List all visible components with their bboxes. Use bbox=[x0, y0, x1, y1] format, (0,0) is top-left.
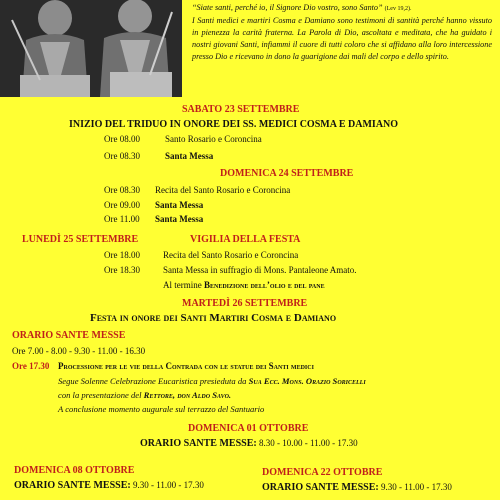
oct-22-title: DOMENICA 22 OTTOBRE bbox=[262, 467, 383, 478]
day-26-title: MARTEDÌ 26 SETTEMBRE bbox=[182, 298, 308, 309]
oct-08-masses bbox=[14, 480, 204, 491]
day-25-blessing: Al termine Benedizione dell’olio e del pane bbox=[163, 280, 325, 290]
day-23-row-1-time: Ore 08.00 bbox=[104, 134, 140, 144]
day-23-subtitle: INIZIO DEL TRIDUO IN ONORE DEI SS. MEDICI COSMA E DAMIANO bbox=[69, 119, 399, 130]
day-25-title: LUNEDÌ 25 SETTEMBRE bbox=[22, 234, 139, 245]
day-24-row-1-text: Recita del Santo Rosario e Coroncina bbox=[155, 185, 291, 195]
day-24-row-3-time: Ore 11.00 bbox=[104, 214, 140, 224]
oct-01-times: 8.30 - 10.00 - 11.00 - 17.30 bbox=[258, 438, 358, 448]
day-23-row-2-time: Ore 08.30 bbox=[104, 151, 140, 161]
oct-08-label: ORARIO SANTE MESSE: bbox=[14, 480, 131, 491]
oct-22-times: 9.30 - 11.00 - 17.30 bbox=[380, 482, 452, 492]
oct-08-times: 9.30 - 11.00 - 17.30 bbox=[132, 480, 204, 490]
day-23-title: SABATO 23 SETTEMBRE bbox=[182, 104, 300, 115]
saints-statues-photo bbox=[0, 0, 182, 97]
day-26-presentation: con la presentazione del Rettore, don Aldo Savo. bbox=[58, 390, 232, 400]
day-24-row-1-time: Ore 08.30 bbox=[104, 185, 140, 195]
day-25-subtitle: VIGILIA DELLA FESTA bbox=[190, 234, 301, 245]
day-26-masses-title: ORARIO SANTE MESSE bbox=[12, 330, 126, 341]
quote-line: “Siate santi, perché io, il Signore Dio vostro, sono Santo” (Lev 19,2). bbox=[192, 3, 412, 12]
day-25-row-1-time: Ore 18.00 bbox=[104, 250, 140, 260]
day-25-row-2-time: Ore 18.30 bbox=[104, 265, 140, 275]
oct-01-title: DOMENICA 01 OTTOBRE bbox=[188, 423, 309, 434]
oct-22-masses bbox=[262, 482, 452, 493]
day-26-bishop: Sua Ecc. Mons. Orazio Soricelli bbox=[248, 376, 366, 386]
oct-08-title: DOMENICA 08 OTTOBRE bbox=[14, 465, 135, 476]
day-26-celebration: Segue Solenne Celebrazione Eucaristica presieduta da Sua Ecc. Mons. Orazio Soricelli bbox=[58, 376, 366, 386]
intro-text bbox=[192, 2, 492, 63]
day-23-row-1-text: Santo Rosario e Coroncina bbox=[165, 134, 262, 144]
day-26-rector: Rettore, don Aldo Savo. bbox=[143, 390, 232, 400]
day-26-masses: Ore 7.00 - 8.00 - 9.30 - 11.00 - 16.30 bbox=[12, 346, 146, 356]
day-24-title: DOMENICA 24 SETTEMBRE bbox=[220, 168, 354, 179]
day-24-row-2-time: Ore 09.00 bbox=[104, 200, 140, 210]
day-26-closing: A conclusione momento augurale sul terrazzo del Santuario bbox=[58, 404, 265, 414]
day-26-subtitle: Festa in onore dei Santi Martiri Cosma e Damiano bbox=[90, 312, 337, 324]
day-25-row-2-text: Santa Messa in suffragio di Mons. Pantaleone Amato. bbox=[163, 265, 357, 275]
oct-01-label: ORARIO SANTE MESSE: bbox=[140, 438, 257, 449]
day-23-row-2-text: Santa Messa bbox=[165, 151, 214, 161]
day-25-row-1-text: Recita del Santo Rosario e Coroncina bbox=[163, 250, 299, 260]
day-24-row-2-text: Santa Messa bbox=[155, 200, 204, 210]
quote-reference: (Lev 19,2). bbox=[384, 6, 412, 12]
intro-paragraph: I Santi medici e martiri Cosma e Damiano sono testimoni di santità perché hanno vissuto in pienezza la carità fraterna. La Parola di Dio, ascoltata e meditata, che ha guidato i nostri giovani Santi, infiammi il cuore di tutti coloro che si affidano alla loro intercessione presso Dio e ricevano in dono la guarigione dai mali del corpo e dello spirito. bbox=[192, 16, 492, 61]
oct-01-masses bbox=[140, 438, 358, 449]
oct-22-label: ORARIO SANTE MESSE: bbox=[262, 482, 379, 493]
day-24-row-3-text: Santa Messa bbox=[155, 214, 204, 224]
day-25-blessing-text: Benedizione dell’olio e del pane bbox=[204, 280, 325, 290]
day-26-procession-time: Ore 17.30 bbox=[12, 361, 50, 371]
day-26-procession: Processione per le vie della Contrada con le statue dei Santi medici bbox=[58, 361, 314, 371]
